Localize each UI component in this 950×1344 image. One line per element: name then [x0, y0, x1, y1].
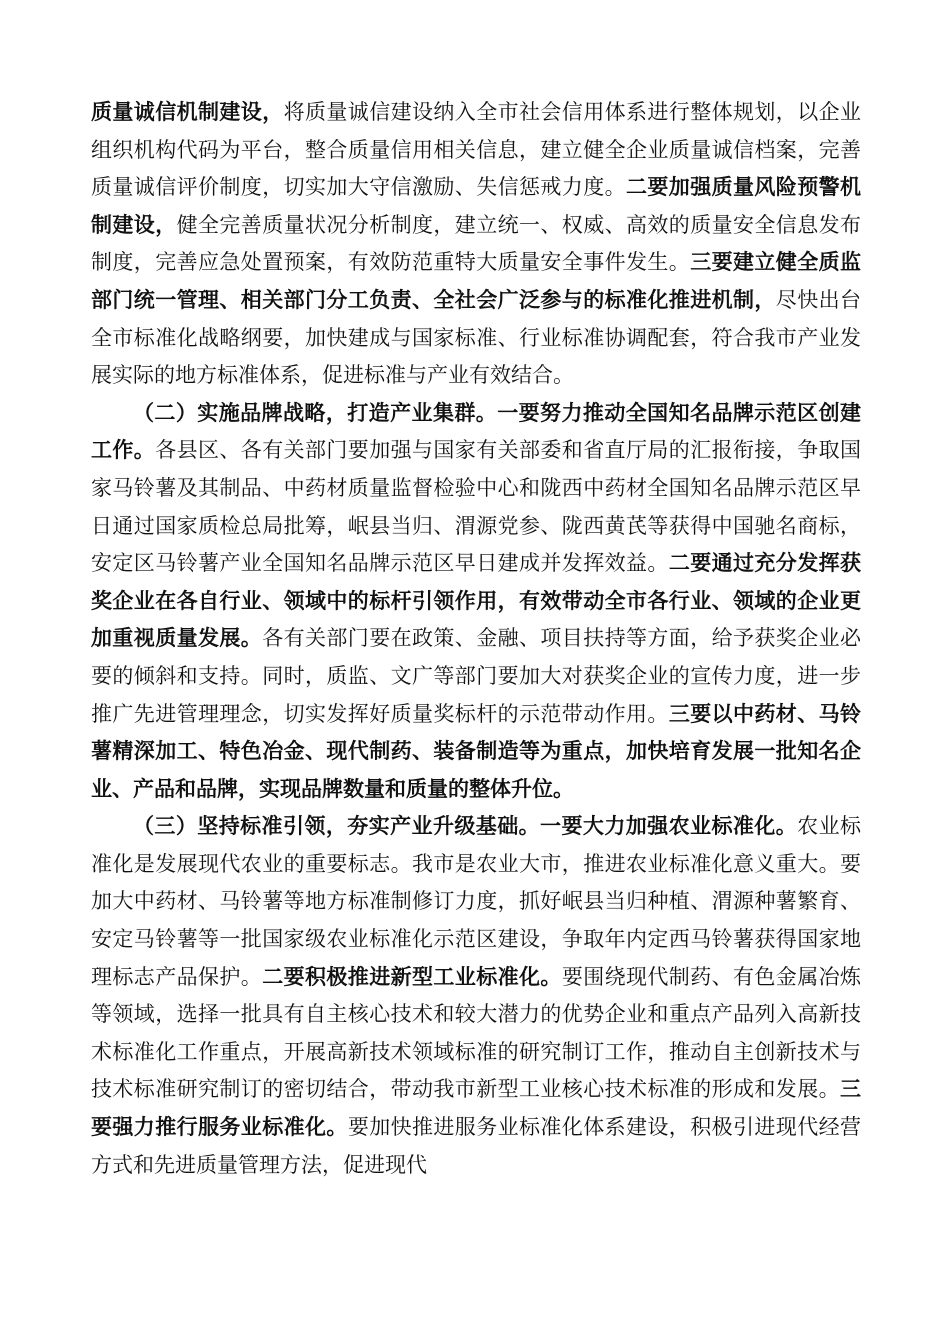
bold-heading: 二要加强质量风险预警机制建设，	[91, 175, 861, 237]
body-text: 将质量诚信建设纳入全市社会信用体系进行整体规划，以企业组织机构代码为平台，整合质量信用相关信息，建立健全企业质量诚信档案，完善质量诚信评价制度，切实加大守信激励、失信惩戒力度。	[91, 100, 862, 200]
body-text: 要加快推进服务业标准化体系建设，积极引进现代经营方式和先进质量管理方法，促进现代	[91, 1115, 862, 1177]
bold-heading: 质量诚信机制建设，	[91, 100, 284, 124]
body-text: 各有关部门要在政策、金融、项目扶持等方面，给予获奖企业必要的倾斜和支持。同时，质监、文广等部门要加大对获奖企业的宣传力度，进一步推广先进管理理念，切实发挥好质量奖标杆的示范带动作用。	[91, 626, 862, 726]
bold-heading: 二要积极推进新型工业标准化。	[262, 964, 562, 989]
section-heading: （三）坚持标准引领，夯实产业升级基础。一要大力加强农业标准化。	[133, 814, 798, 839]
bold-heading: 三要以中药材、马铃薯精深加工、特色冶金、现代制药、装备制造等为重点，加快培育发展一批知名企业、产品和品牌，实现品牌数量和质量的整体升位。	[91, 701, 862, 801]
bold-heading: 三要强力推行服务业标准化。	[91, 1077, 861, 1140]
paragraph-quality-integrity	[91, 94, 861, 395]
bold-heading: 二要通过充分发挥获奖企业在各自行业、领域中的标杆引领作用，有效带动全市各行业、领域的企业更加重视质量发展。	[91, 551, 862, 651]
body-text: 健全完善质量状况分析制度，建立统一、权威、高效的质量安全信息发布制度，完善应急处置预案，有效防范重特大质量安全事件发生。	[91, 212, 862, 275]
paragraph-brand-strategy	[91, 395, 861, 809]
section-heading: （二）实施品牌战略，打造产业集群。一要努力推动全国知名品牌示范区创建工作。	[91, 400, 861, 463]
bold-heading: 三要建立健全质监部门统一管理、相关部门分工负责、全社会广泛参与的标准化推进机制，	[91, 250, 862, 312]
document-page	[91, 94, 861, 1184]
body-text: 要围绕现代制药、有色金属冶炼等领域，选择一批具有自主核心技术和较大潜力的优势企业和重点产品列入高新技术标准化工作重点，开展高新技术领域标准的研究制订工作，推动自主创新技术与技术标准研究制订的密切结合，带动我市新型工业核心技术标准的形成和发展。	[91, 964, 862, 1102]
paragraph-standardization	[91, 808, 861, 1184]
body-text: 尽快出台全市标准化战略纲要，加快建成与国家标准、行业标准协调配套，符合我市产业发展实际的地方标准体系，促进标准与产业有效结合。	[91, 287, 861, 388]
body-text: 各县区、各有关部门要加强与国家有关部委和省直厅局的汇报衔接，争取国家马铃薯及其制品、中药材质量监督检验中心和陇西中药材全国知名品牌示范区早日通过国家质检总局批筹，岷县当归、渭源党参、陇西黄芪等获得中国驰名商标，安定区马铃薯产业全国知名品牌示范区早日建成并发挥效益。	[91, 438, 862, 576]
body-text: 农业标准化是发展现代农业的重要标志。我市是农业大市，推进农业标准化意义重大。要加大中药材、马铃薯等地方标准制修订力度，抓好岷县当归种植、渭源种薯繁育、安定马铃薯等一批国家级农业标准化示范区建设，争取年内定西马铃薯获得国家地理标志产品保护。	[91, 814, 862, 989]
